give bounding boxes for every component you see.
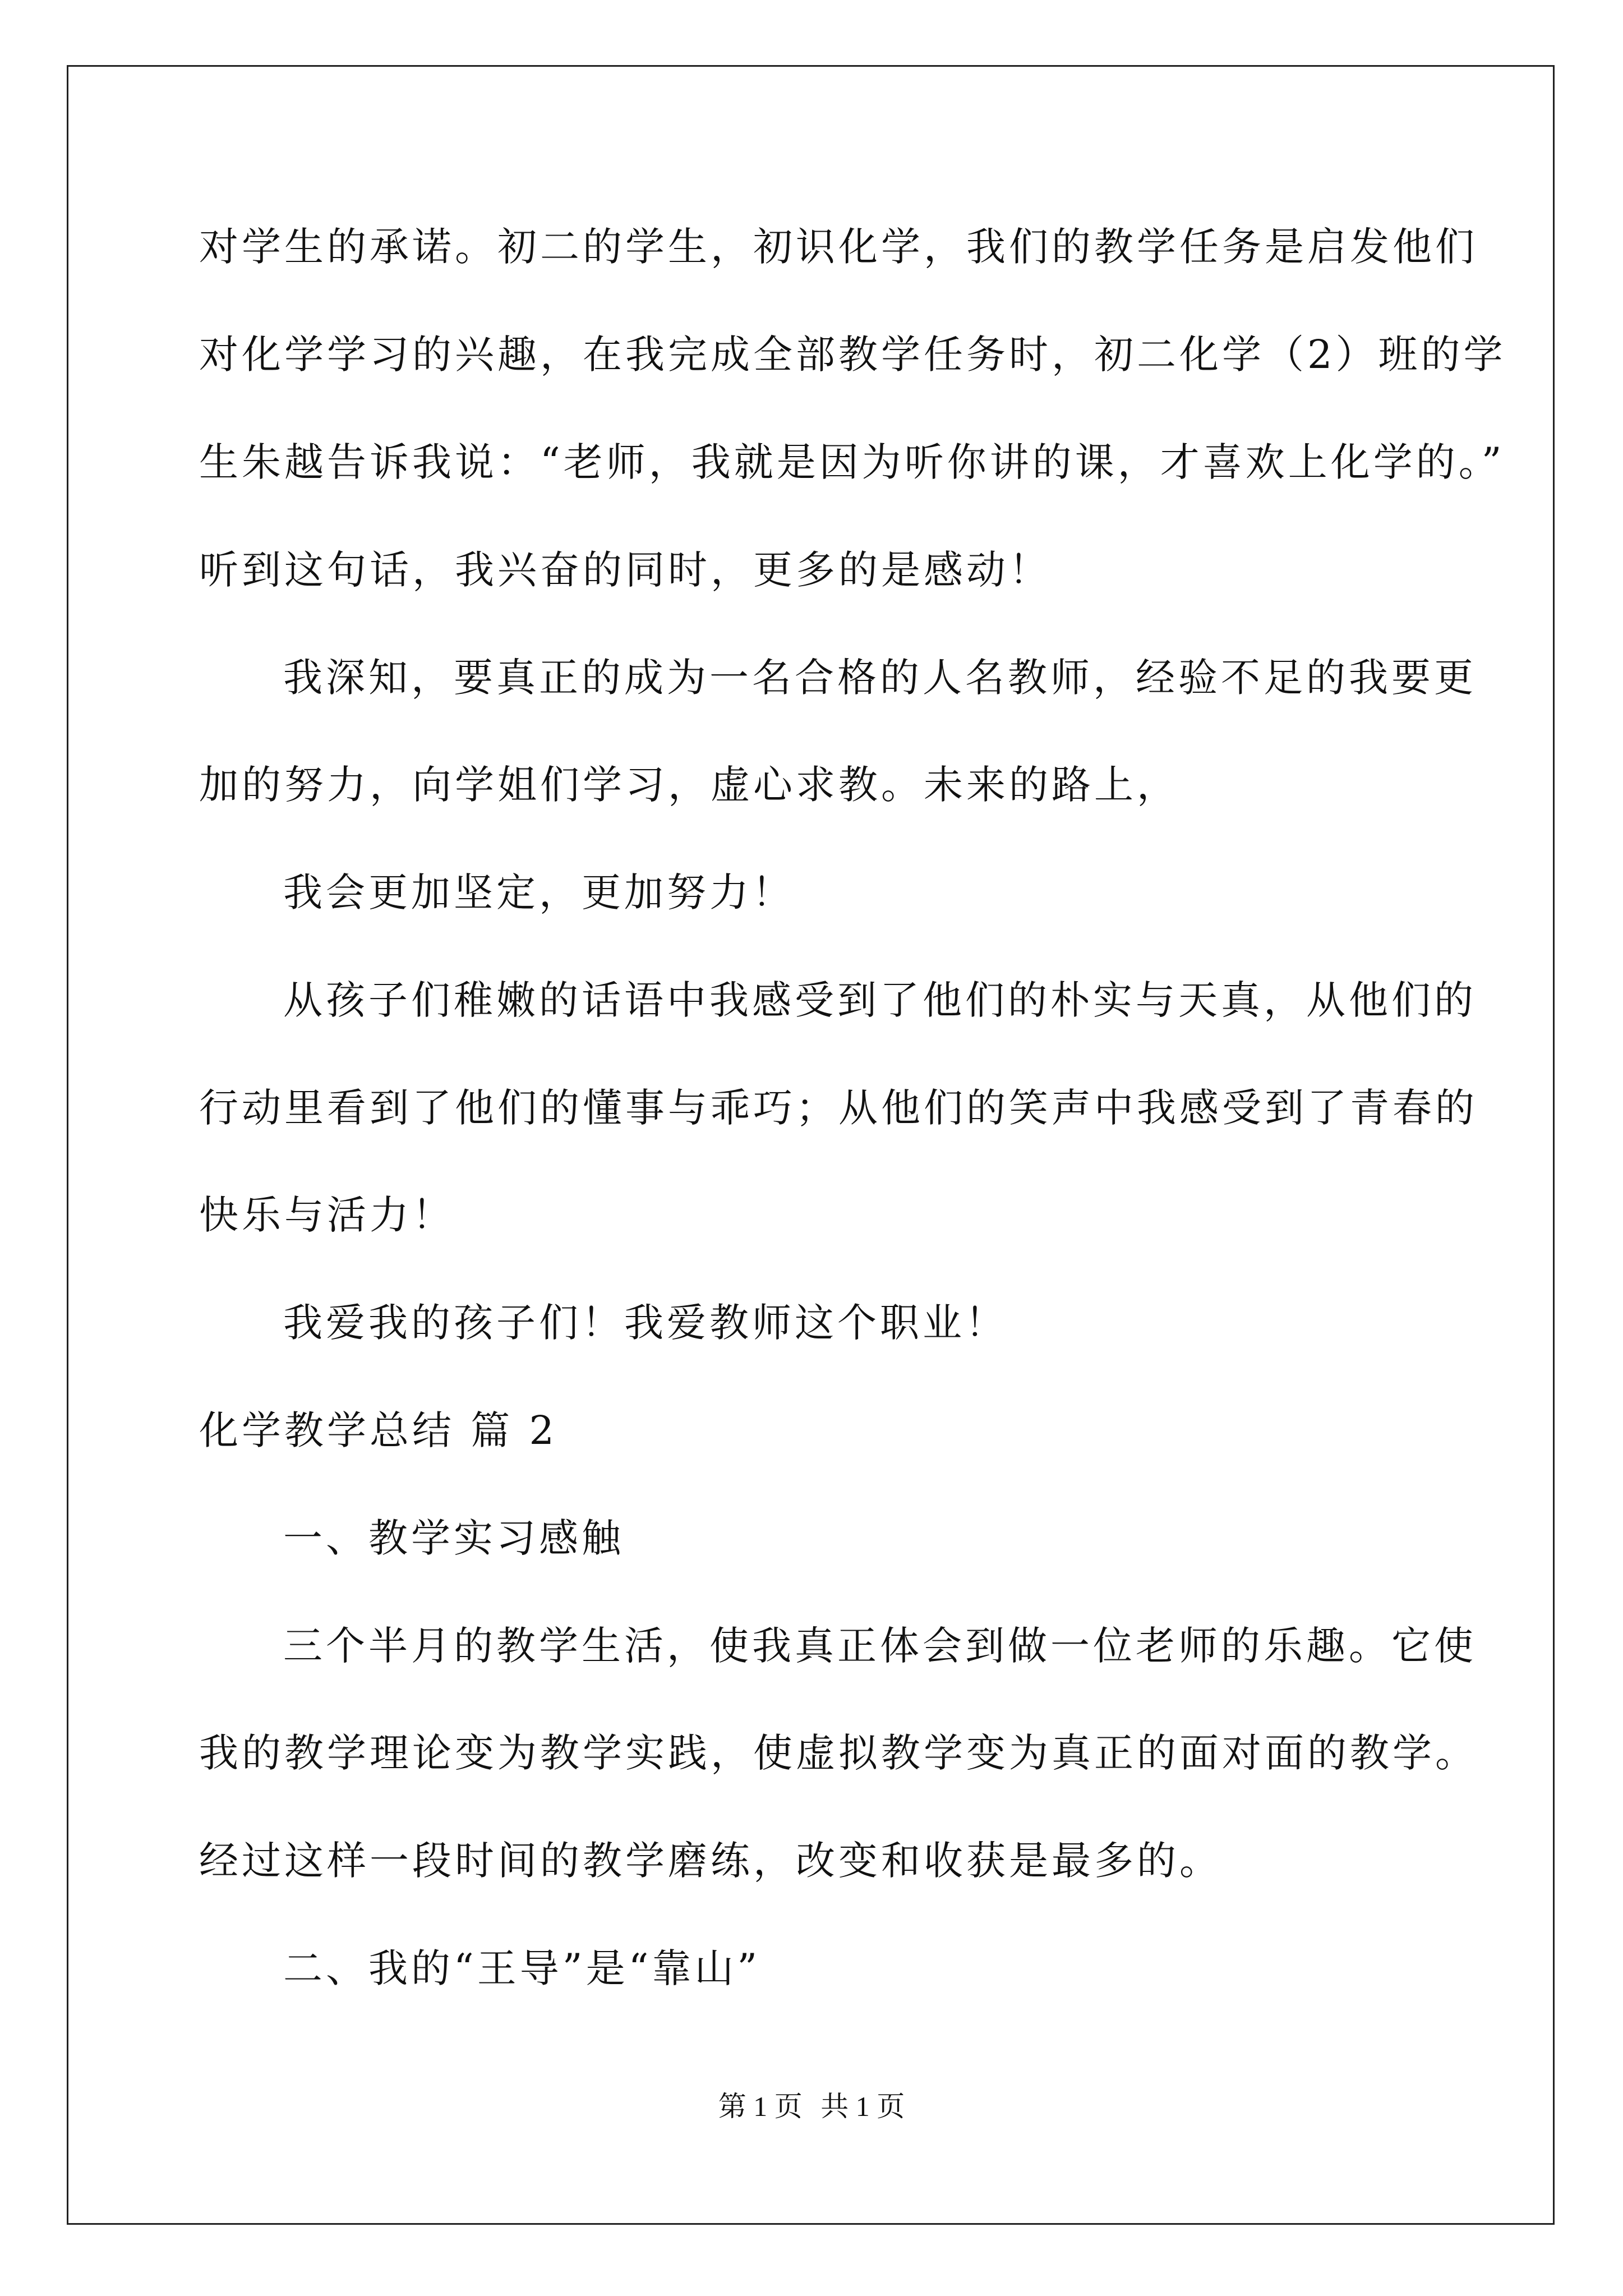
- text-line: 快乐与活力！: [199, 1192, 455, 1238]
- text-line: 我爱我的孩子们！我爱教师这个职业！: [283, 1300, 1008, 1346]
- text-line: 对化学学习的兴趣，在我完成全部教学任务时，初二化学（2）班的学: [199, 332, 1506, 378]
- text-line: 加的努力，向学姐们学习，虚心求教。未来的路上，: [199, 762, 1179, 808]
- page-footer: [0, 2090, 1623, 2123]
- page-number: 第 1 页: [718, 2091, 803, 2122]
- text-line: 三个半月的教学生活，使我真正体会到做一位老师的乐趣。它使: [283, 1623, 1477, 1669]
- page-total: 共 1 页: [820, 2091, 905, 2122]
- text-line: 我会更加坚定，更加努力！: [283, 869, 795, 915]
- text-line: 生朱越告诉我说：“老师，我就是因为听你讲的课，才喜欢上化学的。”: [199, 439, 1505, 485]
- text-line: 经过这样一段时间的教学磨练，改变和收获是最多的。: [199, 1838, 1222, 1884]
- text-line: 对学生的承诺。初二的学生，初识化学，我们的教学任务是启发他们: [199, 224, 1478, 270]
- section-heading: 化学教学总结 篇 2: [199, 1407, 558, 1453]
- text-line: 我深知，要真正的成为一名合格的人名教师，经验不足的我要更: [283, 655, 1477, 701]
- subheading: 一、教学实习感触: [283, 1515, 624, 1561]
- text-line: 我的教学理论变为教学实践，使虚拟教学变为真正的面对面的教学。: [199, 1730, 1478, 1776]
- text-line: 从孩子们稚嫩的话语中我感受到了他们的朴实与天真，从他们的: [283, 977, 1477, 1023]
- document-body: [199, 0, 1545, 2076]
- subheading: 二、我的“王导”是“靠山”: [283, 1945, 761, 1991]
- text-line: 听到这句话，我兴奋的同时，更多的是感动！: [199, 547, 1052, 593]
- text-line: 行动里看到了他们的懂事与乖巧；从他们的笑声中我感受到了青春的: [199, 1085, 1478, 1131]
